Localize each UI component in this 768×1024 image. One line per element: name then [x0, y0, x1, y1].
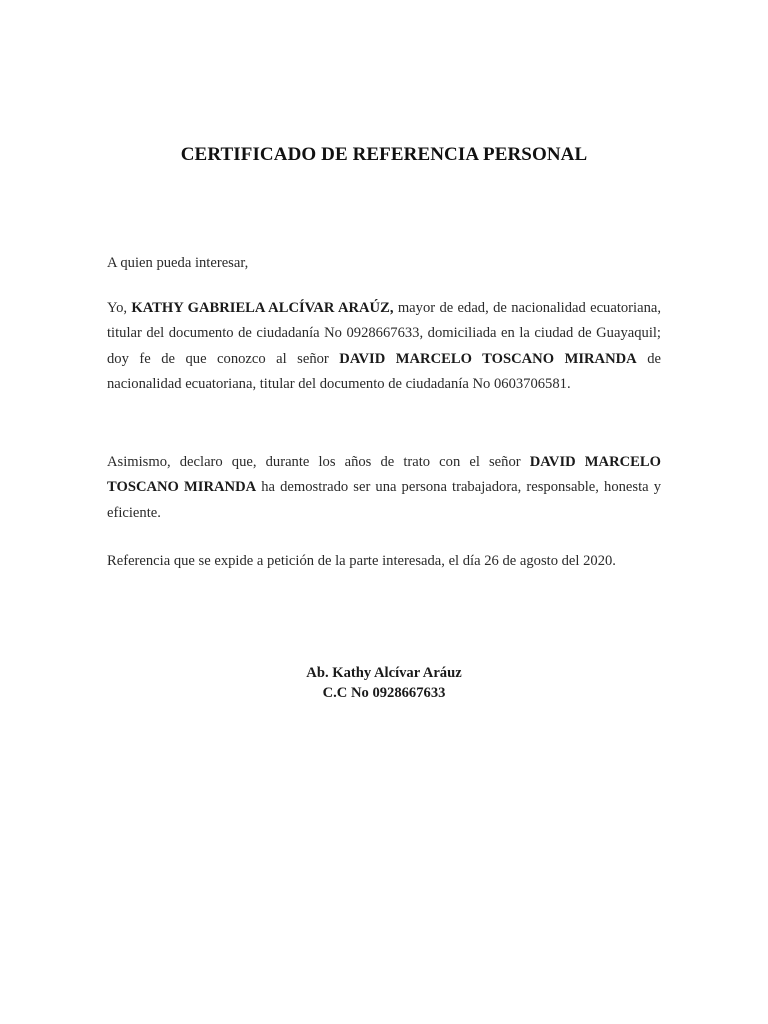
- paragraph-2-text-1: Asimismo, declaro que, durante los años de trato con el señor: [107, 454, 530, 470]
- declarant-name: KATHY GABRIELA ALCÍVAR ARAÚZ,: [131, 300, 394, 316]
- signature-name: Ab. Kathy Alcívar Aráuz: [306, 665, 462, 681]
- paragraph-declaration: [107, 296, 661, 397]
- signature-block: [0, 663, 768, 703]
- paragraph-character: [107, 450, 661, 526]
- referred-person-name: DAVID MARCELO TOSCANO MIRANDA: [107, 454, 661, 496]
- paragraph-1-text-1: Yo,: [107, 300, 132, 316]
- salutation: A quien pueda interesar,: [107, 255, 249, 271]
- paragraph-1-text-2: mayor de edad, de nacionalidad ecuatoriana, titular del documento de ciudadanía No 0928667633, domiciliada en la ciudad de Guayaquil; doy fe de que conozco al señor: [107, 300, 661, 367]
- paragraph-1-text-3: de nacionalidad ecuatoriana, titular del documento de ciudadanía No 0603706581.: [107, 350, 661, 392]
- paragraph-issuance: Referencia que se expide a petición de la parte interesada, el día 26 de agosto del 2020.: [107, 553, 616, 569]
- referred-person-name: DAVID MARCELO TOSCANO MIRANDA: [339, 350, 637, 367]
- paragraph-2-text-2: ha demostrado ser una persona trabajadora, responsable, honesta y eficiente.: [107, 479, 661, 521]
- signature-id: C.C No 0928667633: [322, 685, 446, 701]
- document-title: CERTIFICADO DE REFERENCIA PERSONAL: [180, 144, 588, 165]
